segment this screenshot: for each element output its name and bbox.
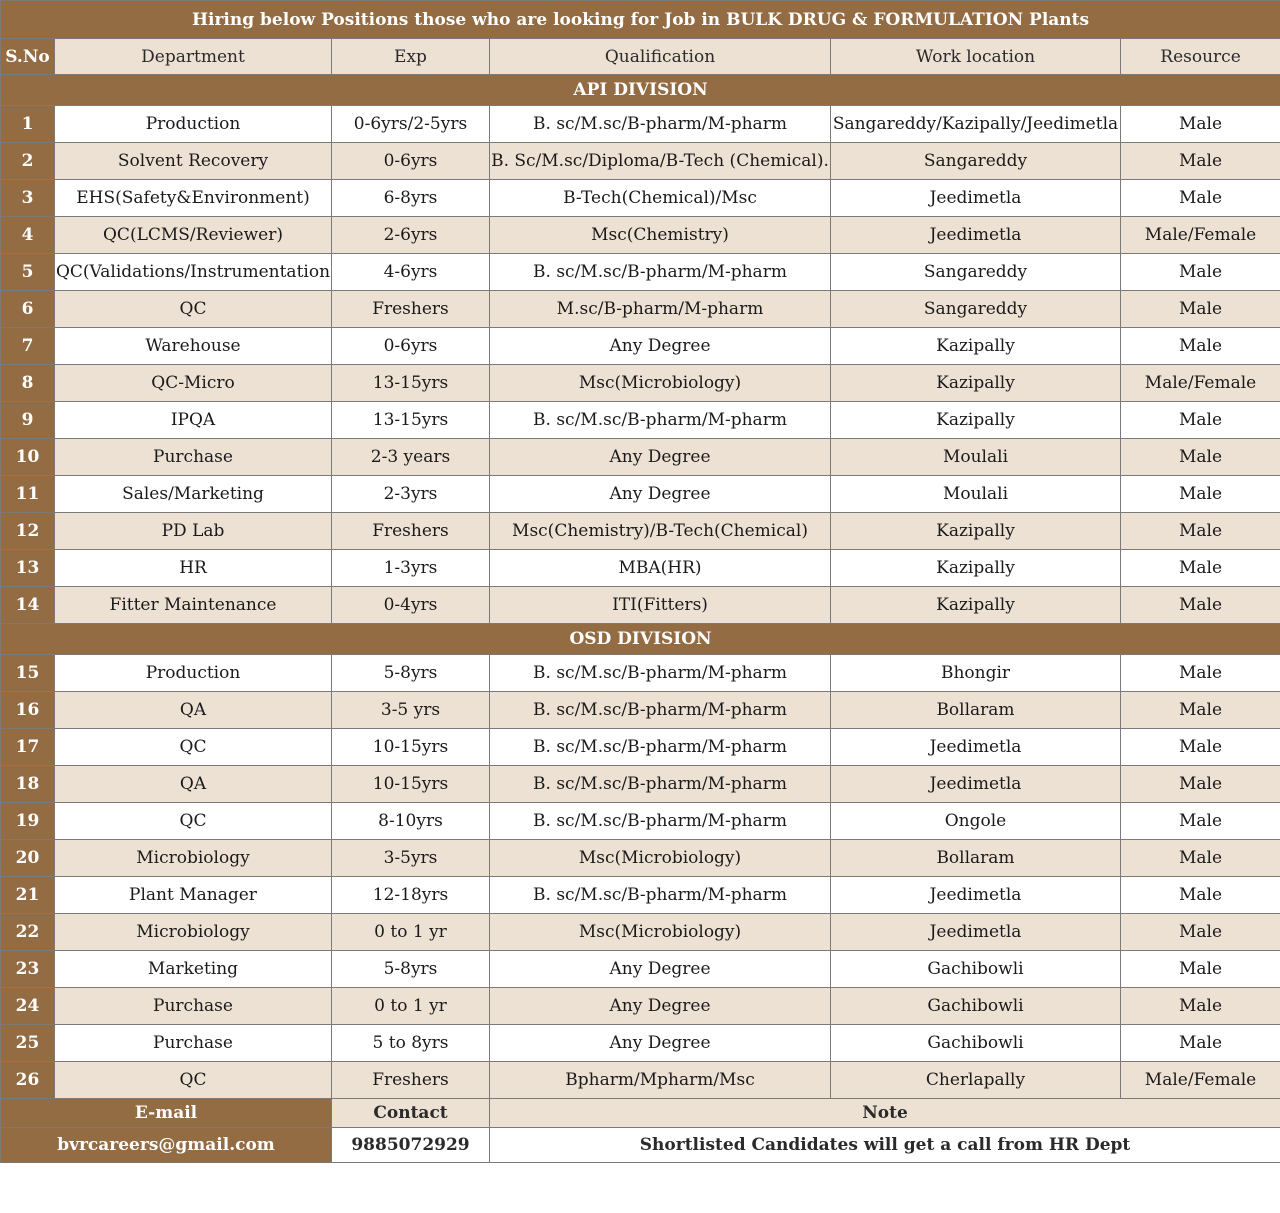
cell-exp: Freshers: [332, 513, 490, 550]
cell-qualification: Msc(Microbiology): [490, 840, 831, 877]
cell-sno: 12: [1, 513, 55, 550]
cell-qualification: Msc(Microbiology): [490, 914, 831, 951]
cell-sno: 3: [1, 180, 55, 217]
cell-department: Sales/Marketing: [55, 476, 332, 513]
contact-value[interactable]: 9885072929: [332, 1128, 490, 1163]
cell-department: Solvent Recovery: [55, 143, 332, 180]
cell-resource: Male: [1121, 877, 1280, 914]
note-value: Shortlisted Candidates will get a call from HR Dept: [490, 1128, 1280, 1163]
cell-department: QC-Micro: [55, 365, 332, 402]
column-header-location: Work location: [831, 39, 1121, 75]
email-value[interactable]: bvrcareers@gmail.com: [1, 1128, 332, 1163]
cell-location: Bhongir: [831, 655, 1121, 692]
cell-qualification: Any Degree: [490, 328, 831, 365]
cell-sno: 14: [1, 587, 55, 624]
table-row: [1, 291, 1280, 328]
cell-department: IPQA: [55, 402, 332, 439]
contact-label: Contact: [332, 1099, 490, 1128]
cell-exp: 0-6yrs: [332, 143, 490, 180]
cell-qualification: ITI(Fitters): [490, 587, 831, 624]
cell-resource: Male: [1121, 513, 1280, 550]
cell-department: Microbiology: [55, 840, 332, 877]
cell-location: Jeedimetla: [831, 766, 1121, 803]
column-header-department: Department: [55, 39, 332, 75]
cell-location: Kazipally: [831, 365, 1121, 402]
table-row: [1, 877, 1280, 914]
cell-exp: 0-4yrs: [332, 587, 490, 624]
cell-department: Production: [55, 106, 332, 143]
cell-sno: 26: [1, 1062, 55, 1099]
cell-sno: 8: [1, 365, 55, 402]
table-row: [1, 402, 1280, 439]
cell-department: Plant Manager: [55, 877, 332, 914]
cell-qualification: MBA(HR): [490, 550, 831, 587]
cell-exp: 10-15yrs: [332, 729, 490, 766]
note-label: Note: [490, 1099, 1280, 1128]
table-row: [1, 328, 1280, 365]
cell-sno: 5: [1, 254, 55, 291]
cell-location: Sangareddy/Kazipally/Jeedimetla: [831, 106, 1121, 143]
division-title: OSD DIVISION: [1, 624, 1280, 655]
cell-location: Jeedimetla: [831, 180, 1121, 217]
cell-resource: Male/Female: [1121, 365, 1280, 402]
cell-resource: Male/Female: [1121, 1062, 1280, 1099]
cell-exp: 13-15yrs: [332, 402, 490, 439]
table-row: [1, 180, 1280, 217]
cell-resource: Male: [1121, 254, 1280, 291]
cell-location: Jeedimetla: [831, 914, 1121, 951]
cell-location: Kazipally: [831, 328, 1121, 365]
cell-sno: 17: [1, 729, 55, 766]
cell-department: HR: [55, 550, 332, 587]
cell-sno: 23: [1, 951, 55, 988]
cell-resource: Male: [1121, 550, 1280, 587]
cell-department: QC: [55, 1062, 332, 1099]
cell-department: QA: [55, 692, 332, 729]
cell-sno: 4: [1, 217, 55, 254]
table-row: [1, 914, 1280, 951]
cell-qualification: B. sc/M.sc/B-pharm/M-pharm: [490, 254, 831, 291]
division-header: [1, 624, 1280, 655]
cell-qualification: Any Degree: [490, 476, 831, 513]
cell-resource: Male: [1121, 402, 1280, 439]
cell-department: Warehouse: [55, 328, 332, 365]
table-row: [1, 766, 1280, 803]
cell-sno: 13: [1, 550, 55, 587]
cell-location: Kazipally: [831, 587, 1121, 624]
cell-exp: 8-10yrs: [332, 803, 490, 840]
table-row: [1, 143, 1280, 180]
cell-sno: 19: [1, 803, 55, 840]
column-header-sno: S.No: [1, 39, 55, 75]
cell-location: Jeedimetla: [831, 877, 1121, 914]
cell-location: Sangareddy: [831, 254, 1121, 291]
table-body: [1, 75, 1280, 1099]
email-label: E-mail: [1, 1099, 332, 1128]
cell-exp: 5-8yrs: [332, 951, 490, 988]
cell-qualification: B. sc/M.sc/B-pharm/M-pharm: [490, 106, 831, 143]
cell-department: QC: [55, 803, 332, 840]
cell-qualification: B-Tech(Chemical)/Msc: [490, 180, 831, 217]
table-row: [1, 254, 1280, 291]
table-row: [1, 365, 1280, 402]
column-header-resource: Resource: [1121, 39, 1280, 75]
column-header-exp: Exp: [332, 39, 490, 75]
cell-location: Bollaram: [831, 840, 1121, 877]
cell-resource: Male: [1121, 655, 1280, 692]
cell-exp: 0 to 1 yr: [332, 988, 490, 1025]
table-row: [1, 840, 1280, 877]
table-row: [1, 951, 1280, 988]
table-row: [1, 439, 1280, 476]
cell-location: Kazipally: [831, 513, 1121, 550]
cell-sno: 6: [1, 291, 55, 328]
cell-sno: 9: [1, 402, 55, 439]
cell-qualification: B. sc/M.sc/B-pharm/M-pharm: [490, 877, 831, 914]
cell-resource: Male: [1121, 1025, 1280, 1062]
cell-resource: Male: [1121, 951, 1280, 988]
cell-sno: 22: [1, 914, 55, 951]
cell-qualification: Bpharm/Mpharm/Msc: [490, 1062, 831, 1099]
table-row: [1, 1062, 1280, 1099]
table-row: [1, 513, 1280, 550]
cell-exp: 0 to 1 yr: [332, 914, 490, 951]
cell-exp: 5-8yrs: [332, 655, 490, 692]
table-row: [1, 988, 1280, 1025]
cell-exp: 3-5yrs: [332, 840, 490, 877]
cell-exp: 5 to 8yrs: [332, 1025, 490, 1062]
table-row: [1, 803, 1280, 840]
cell-location: Kazipally: [831, 402, 1121, 439]
table-row: [1, 106, 1280, 143]
cell-qualification: Any Degree: [490, 1025, 831, 1062]
cell-resource: Male: [1121, 803, 1280, 840]
cell-exp: 10-15yrs: [332, 766, 490, 803]
cell-resource: Male: [1121, 106, 1280, 143]
cell-location: Moulali: [831, 476, 1121, 513]
cell-location: Gachibowli: [831, 951, 1121, 988]
cell-resource: Male: [1121, 439, 1280, 476]
division-header: [1, 75, 1280, 106]
cell-resource: Male: [1121, 692, 1280, 729]
banner-title: Hiring below Positions those who are looking for Job in BULK DRUG & FORMULATION Plants: [1, 1, 1280, 39]
table-row: [1, 550, 1280, 587]
table-row: [1, 217, 1280, 254]
cell-qualification: B. sc/M.sc/B-pharm/M-pharm: [490, 766, 831, 803]
cell-qualification: B. sc/M.sc/B-pharm/M-pharm: [490, 803, 831, 840]
cell-sno: 10: [1, 439, 55, 476]
cell-resource: Male: [1121, 729, 1280, 766]
cell-qualification: B. sc/M.sc/B-pharm/M-pharm: [490, 655, 831, 692]
cell-location: Jeedimetla: [831, 217, 1121, 254]
cell-resource: Male: [1121, 476, 1280, 513]
cell-location: Sangareddy: [831, 143, 1121, 180]
cell-qualification: Msc(Microbiology): [490, 365, 831, 402]
cell-resource: Male: [1121, 328, 1280, 365]
cell-location: Kazipally: [831, 550, 1121, 587]
cell-exp: 1-3yrs: [332, 550, 490, 587]
cell-location: Jeedimetla: [831, 729, 1121, 766]
cell-department: QC: [55, 291, 332, 328]
cell-exp: 2-3 years: [332, 439, 490, 476]
cell-sno: 15: [1, 655, 55, 692]
cell-department: Purchase: [55, 988, 332, 1025]
division-title: API DIVISION: [1, 75, 1280, 106]
cell-qualification: Any Degree: [490, 439, 831, 476]
cell-exp: 0-6yrs: [332, 328, 490, 365]
cell-sno: 11: [1, 476, 55, 513]
table-row: [1, 587, 1280, 624]
cell-sno: 16: [1, 692, 55, 729]
table-row: [1, 476, 1280, 513]
cell-sno: 1: [1, 106, 55, 143]
cell-sno: 24: [1, 988, 55, 1025]
cell-exp: 12-18yrs: [332, 877, 490, 914]
cell-location: Gachibowli: [831, 1025, 1121, 1062]
cell-department: Fitter Maintenance: [55, 587, 332, 624]
cell-location: Ongole: [831, 803, 1121, 840]
cell-resource: Male: [1121, 840, 1280, 877]
table-row: [1, 692, 1280, 729]
cell-resource: Male: [1121, 988, 1280, 1025]
cell-department: QC(Validations/Instrumentation: [55, 254, 332, 291]
cell-qualification: Any Degree: [490, 988, 831, 1025]
cell-resource: Male: [1121, 180, 1280, 217]
cell-qualification: B. Sc/M.sc/Diploma/B-Tech (Chemical).: [490, 143, 831, 180]
cell-qualification: Msc(Chemistry): [490, 217, 831, 254]
cell-location: Cherlapally: [831, 1062, 1121, 1099]
cell-resource: Male/Female: [1121, 217, 1280, 254]
cell-sno: 7: [1, 328, 55, 365]
cell-resource: Male: [1121, 291, 1280, 328]
cell-exp: Freshers: [332, 291, 490, 328]
cell-department: PD Lab: [55, 513, 332, 550]
cell-resource: Male: [1121, 766, 1280, 803]
cell-sno: 20: [1, 840, 55, 877]
cell-qualification: B. sc/M.sc/B-pharm/M-pharm: [490, 729, 831, 766]
cell-department: QC: [55, 729, 332, 766]
cell-location: Sangareddy: [831, 291, 1121, 328]
cell-department: Purchase: [55, 1025, 332, 1062]
column-header-qualification: Qualification: [490, 39, 831, 75]
cell-sno: 21: [1, 877, 55, 914]
cell-resource: Male: [1121, 587, 1280, 624]
cell-sno: 25: [1, 1025, 55, 1062]
cell-resource: Male: [1121, 914, 1280, 951]
cell-exp: Freshers: [332, 1062, 490, 1099]
cell-department: Marketing: [55, 951, 332, 988]
cell-exp: 6-8yrs: [332, 180, 490, 217]
table-row: [1, 1025, 1280, 1062]
cell-qualification: B. sc/M.sc/B-pharm/M-pharm: [490, 402, 831, 439]
cell-exp: 4-6yrs: [332, 254, 490, 291]
cell-exp: 2-3yrs: [332, 476, 490, 513]
cell-exp: 13-15yrs: [332, 365, 490, 402]
cell-qualification: Msc(Chemistry)/B-Tech(Chemical): [490, 513, 831, 550]
cell-department: Microbiology: [55, 914, 332, 951]
cell-sno: 2: [1, 143, 55, 180]
cell-department: Production: [55, 655, 332, 692]
cell-exp: 3-5 yrs: [332, 692, 490, 729]
cell-location: Moulali: [831, 439, 1121, 476]
table-row: [1, 729, 1280, 766]
cell-resource: Male: [1121, 143, 1280, 180]
cell-department: QA: [55, 766, 332, 803]
cell-department: QC(LCMS/Reviewer): [55, 217, 332, 254]
cell-location: Bollaram: [831, 692, 1121, 729]
cell-qualification: Any Degree: [490, 951, 831, 988]
cell-qualification: B. sc/M.sc/B-pharm/M-pharm: [490, 692, 831, 729]
cell-department: EHS(Safety&Environment): [55, 180, 332, 217]
cell-exp: 0-6yrs/2-5yrs: [332, 106, 490, 143]
table-row: [1, 655, 1280, 692]
cell-qualification: M.sc/B-pharm/M-pharm: [490, 291, 831, 328]
cell-department: Purchase: [55, 439, 332, 476]
cell-exp: 2-6yrs: [332, 217, 490, 254]
cell-sno: 18: [1, 766, 55, 803]
cell-location: Gachibowli: [831, 988, 1121, 1025]
